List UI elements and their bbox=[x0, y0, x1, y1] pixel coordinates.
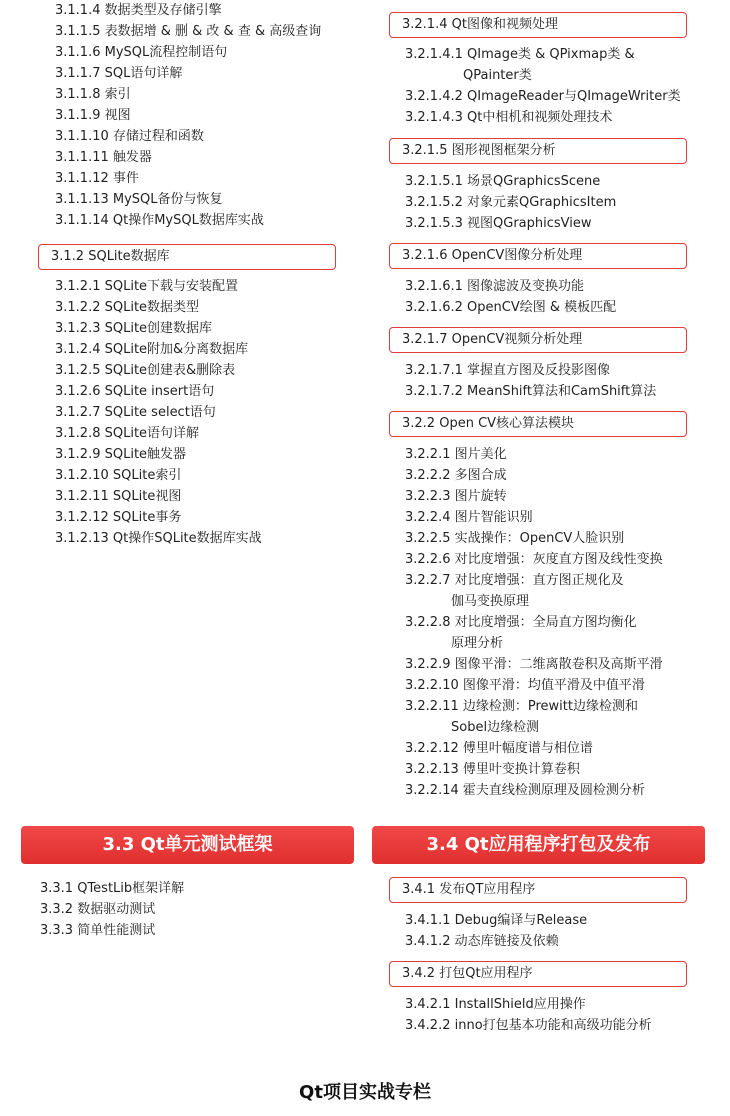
list-item bbox=[405, 931, 587, 952]
list-item bbox=[55, 465, 262, 486]
list-item-text: 3.2.1.7.2 MeanShift算法和CamShift算法 bbox=[405, 384, 657, 399]
list-item bbox=[55, 105, 321, 126]
list-item-text: 3.1.1.12 事件 bbox=[55, 171, 139, 186]
list-item-text: 3.1.2.13 Qt操作SQLite数据库实战 bbox=[55, 531, 262, 546]
list-item bbox=[55, 168, 321, 189]
column-title: Qt项目实战专栏 bbox=[299, 1082, 431, 1103]
list-item-text: 3.1.1.11 触发器 bbox=[55, 150, 152, 165]
list-item-text: 3.2.1.4.1 QImage类 & QPixmap类 & bbox=[405, 47, 635, 62]
list-item bbox=[40, 878, 184, 899]
list-item-text: 3.1.1.5 表数据增 & 删 & 改 & 查 & 高级查询 bbox=[55, 24, 322, 39]
list-item-text: 3.2.2.4 图片智能识别 bbox=[405, 510, 533, 525]
list-item bbox=[55, 381, 262, 402]
list-item-text: 3.2.2.1 图片美化 bbox=[405, 447, 507, 462]
list-item bbox=[40, 920, 184, 941]
list-item bbox=[405, 994, 652, 1015]
packaging-banner: 3.4 Qt应用程序打包及发布 bbox=[372, 826, 705, 864]
list-item-text: 3.1.2.8 SQLite语句详解 bbox=[55, 426, 200, 441]
list-item-continuation: Sobel边缘检测 bbox=[451, 720, 540, 735]
image-video-section-title: 3.2.1.4 Qt图像和视频处理 bbox=[389, 12, 687, 38]
image-video-topic-list bbox=[405, 44, 681, 128]
list-item bbox=[405, 654, 663, 675]
list-item bbox=[405, 1015, 652, 1036]
list-item-text: 3.2.2.5 实战操作：OpenCV人脸识别 bbox=[405, 531, 625, 546]
list-item-text: 3.4.1.1 Debug编译与Release bbox=[405, 913, 588, 928]
list-item bbox=[405, 780, 663, 801]
list-item-continuation: QPainter类 bbox=[463, 68, 532, 83]
list-item bbox=[55, 507, 262, 528]
graphics-section-box bbox=[389, 138, 687, 164]
list-item-text: 3.2.1.6.2 OpenCV绘图 & 模板匹配 bbox=[405, 300, 617, 315]
publish-section-title: 3.4.1 发布QT应用程序 bbox=[389, 877, 687, 903]
core-algorithms-topic-list bbox=[405, 444, 663, 801]
list-item-text: 3.1.2.11 SQLite视图 bbox=[55, 489, 182, 504]
list-item-text: 3.1.2.6 SQLite insert语句 bbox=[55, 384, 215, 399]
list-item-text: 3.2.1.6.1 图像滤波及变换功能 bbox=[405, 279, 585, 294]
list-item-text: 3.1.2.2 SQLite数据类型 bbox=[55, 300, 200, 315]
list-item bbox=[405, 738, 663, 759]
graphics-topic-list bbox=[405, 171, 616, 234]
core-algorithms-section-box bbox=[389, 411, 687, 437]
list-item bbox=[405, 486, 663, 507]
list-item bbox=[55, 486, 262, 507]
unit-test-topic-list bbox=[40, 878, 184, 941]
core-algorithms-section-title: 3.2.2 Open CV核心算法模块 bbox=[389, 411, 687, 437]
list-item-text: 3.1.1.14 Qt操作MySQL数据库实战 bbox=[55, 213, 264, 228]
unit-test-banner: 3.3 Qt单元测试框架 bbox=[21, 826, 354, 864]
list-item bbox=[405, 44, 681, 86]
list-item-text: 3.1.1.7 SQL语句详解 bbox=[55, 66, 183, 81]
list-item bbox=[55, 42, 321, 63]
list-item-text: 3.1.1.4 数据类型及存储引擎 bbox=[55, 3, 222, 18]
sqlite-topic-list bbox=[55, 276, 262, 549]
list-item bbox=[405, 276, 616, 297]
list-item bbox=[55, 297, 262, 318]
list-item-text: 3.1.2.9 SQLite触发器 bbox=[55, 447, 187, 462]
list-item bbox=[55, 63, 321, 84]
list-item bbox=[405, 360, 656, 381]
list-item bbox=[405, 86, 681, 107]
list-item bbox=[55, 339, 262, 360]
list-item-text: 3.2.2.13 傅里叶变换计算卷积 bbox=[405, 762, 580, 777]
pack-section-box bbox=[389, 961, 687, 987]
list-item-text: 3.4.2.2 inno打包基本功能和高级功能分析 bbox=[405, 1018, 652, 1033]
sqlite-section-title: 3.1.2 SQLite数据库 bbox=[38, 244, 336, 270]
list-item bbox=[55, 444, 262, 465]
list-item-text: 3.1.1.9 视图 bbox=[55, 108, 131, 123]
list-item-text: 3.3.2 数据驱动测试 bbox=[40, 902, 156, 917]
list-item-text: 3.2.2.12 傅里叶幅度谱与相位谱 bbox=[405, 741, 593, 756]
list-item bbox=[55, 21, 321, 42]
list-item bbox=[55, 0, 321, 21]
list-item-text: 3.1.2.12 SQLite事务 bbox=[55, 510, 182, 525]
list-item-text: 3.3.3 简单性能测试 bbox=[40, 923, 156, 938]
list-item bbox=[55, 210, 321, 231]
list-item-text: 3.2.1.5.2 对象元素QGraphicsItem bbox=[405, 195, 617, 210]
list-item-text: 3.2.2.7 对比度增强：直方图正规化及 bbox=[405, 573, 624, 588]
list-item bbox=[55, 189, 321, 210]
image-video-section-box bbox=[389, 12, 687, 38]
list-item bbox=[55, 402, 262, 423]
list-item-text: 3.4.1.2 动态库链接及依赖 bbox=[405, 934, 559, 949]
list-item bbox=[405, 696, 663, 738]
list-item-continuation: 原理分析 bbox=[451, 636, 504, 651]
list-item bbox=[405, 528, 663, 549]
list-item-text: 3.2.1.7.1 掌握直方图及反投影图像 bbox=[405, 363, 611, 378]
list-item bbox=[405, 910, 587, 931]
list-item-text: 3.1.2.5 SQLite创建表&删除表 bbox=[55, 363, 236, 378]
list-item-text: 3.2.1.5.1 场景QGraphicsScene bbox=[405, 174, 601, 189]
list-item-text: 3.2.1.5.3 视图QGraphicsView bbox=[405, 216, 592, 231]
opencv-video-section-box bbox=[389, 327, 687, 353]
list-item bbox=[405, 444, 663, 465]
list-item bbox=[405, 107, 681, 128]
list-item bbox=[405, 213, 616, 234]
list-item bbox=[55, 84, 321, 105]
list-item-text: 3.2.2.3 图片旋转 bbox=[405, 489, 507, 504]
list-item-text: 3.2.1.4.2 QImageReader与QImageWriter类 bbox=[405, 89, 681, 104]
list-item-text: 3.4.2.1 InstallShield应用操作 bbox=[405, 997, 586, 1012]
list-item-text: 3.2.2.2 多图合成 bbox=[405, 468, 507, 483]
list-item bbox=[405, 507, 663, 528]
opencv-video-section-title: 3.2.1.7 OpenCV视频分析处理 bbox=[389, 327, 687, 353]
list-item bbox=[405, 759, 663, 780]
list-item-text: 3.1.2.10 SQLite索引 bbox=[55, 468, 182, 483]
list-item bbox=[405, 570, 663, 612]
list-item bbox=[55, 276, 262, 297]
publish-topic-list bbox=[405, 910, 587, 952]
list-item-text: 3.2.2.14 霍夫直线检测原理及圆检测分析 bbox=[405, 783, 645, 798]
list-item-text: 3.1.1.10 存储过程和函数 bbox=[55, 129, 204, 144]
list-item bbox=[405, 549, 663, 570]
list-item bbox=[55, 126, 321, 147]
opencv-image-topic-list bbox=[405, 276, 616, 318]
list-item bbox=[405, 465, 663, 486]
list-item-text: 3.2.2.11 边缘检测：Prewitt边缘检测和 bbox=[405, 699, 638, 714]
list-item bbox=[405, 612, 663, 654]
list-item-text: 3.1.1.6 MySQL流程控制语句 bbox=[55, 45, 228, 60]
list-item-text: 3.2.2.9 图像平滑：二维离散卷积及高斯平滑 bbox=[405, 657, 663, 672]
list-item bbox=[405, 192, 616, 213]
opencv-video-topic-list bbox=[405, 360, 656, 402]
list-item bbox=[55, 318, 262, 339]
list-item-text: 3.1.2.4 SQLite附加&分离数据库 bbox=[55, 342, 249, 357]
graphics-section-title: 3.2.1.5 图形视图框架分析 bbox=[389, 138, 687, 164]
list-item bbox=[55, 147, 321, 168]
list-item-text: 3.3.1 QTestLib框架详解 bbox=[40, 881, 185, 896]
list-item bbox=[405, 675, 663, 696]
pack-topic-list bbox=[405, 994, 652, 1036]
list-item-text: 3.1.1.8 索引 bbox=[55, 87, 131, 102]
list-item-text: 3.2.2.10 图像平滑：均值平滑及中值平滑 bbox=[405, 678, 645, 693]
opencv-image-section-title: 3.2.1.6 OpenCV图像分析处理 bbox=[389, 243, 687, 269]
list-item-continuation: 伽马变换原理 bbox=[451, 594, 530, 609]
list-item-text: 3.1.2.7 SQLite select语句 bbox=[55, 405, 216, 420]
list-item bbox=[55, 528, 262, 549]
list-item-text: 3.1.1.13 MySQL备份与恢复 bbox=[55, 192, 223, 207]
sqlite-section-box bbox=[38, 244, 336, 270]
pack-section-title: 3.4.2 打包Qt应用程序 bbox=[389, 961, 687, 987]
publish-section-box bbox=[389, 877, 687, 903]
list-item bbox=[405, 297, 616, 318]
list-item bbox=[55, 360, 262, 381]
list-item-text: 3.1.2.3 SQLite创建数据库 bbox=[55, 321, 213, 336]
list-item-text: 3.2.2.6 对比度增强：灰度直方图及线性变换 bbox=[405, 552, 663, 567]
list-item bbox=[405, 171, 616, 192]
list-item bbox=[55, 423, 262, 444]
list-item-text: 3.1.2.1 SQLite下载与安装配置 bbox=[55, 279, 239, 294]
list-item-text: 3.2.2.8 对比度增强：全局直方图均衡化 bbox=[405, 615, 637, 630]
list-item bbox=[40, 899, 184, 920]
list-item-text: 3.2.1.4.3 Qt中相机和视频处理技术 bbox=[405, 110, 613, 125]
opencv-image-section-box bbox=[389, 243, 687, 269]
mysql-topic-list bbox=[55, 0, 321, 231]
list-item bbox=[405, 381, 656, 402]
